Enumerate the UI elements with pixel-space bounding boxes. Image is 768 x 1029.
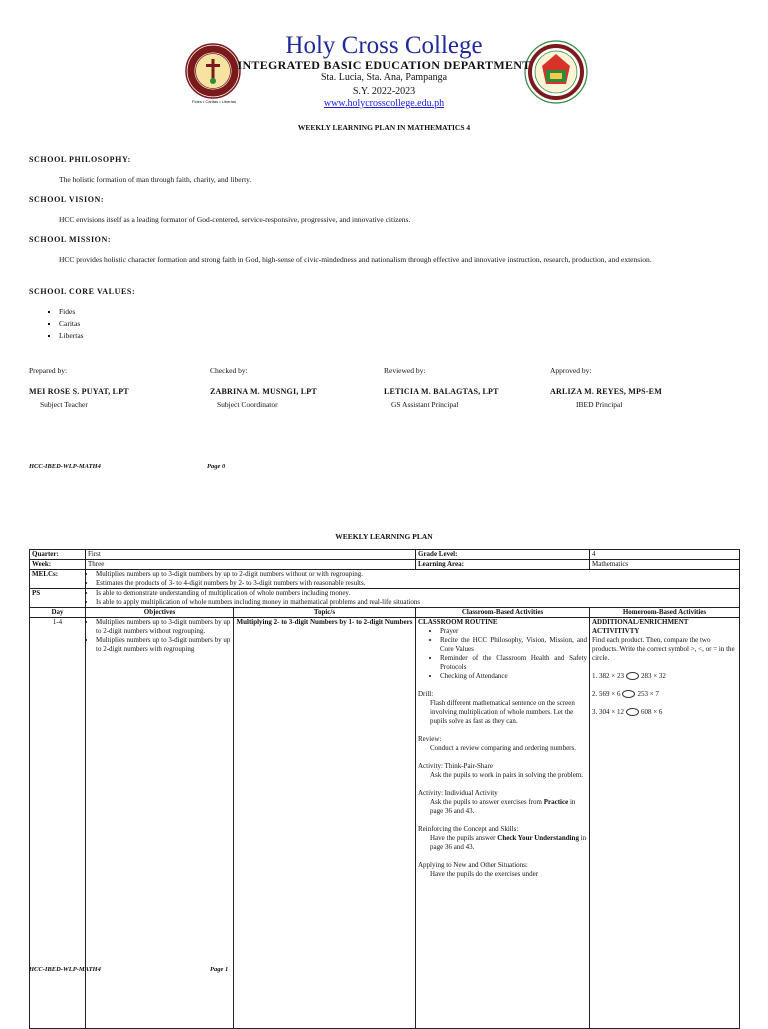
- col-header-objectives: Objectives: [86, 608, 234, 618]
- list-item: • Checking of Attendance: [440, 672, 587, 681]
- applying-label: Applying to New and Other Situations:: [418, 861, 528, 869]
- core-value-item: ▪ Fides: [59, 306, 84, 318]
- reviewed-by-label: Reviewed by:: [384, 366, 426, 375]
- checked-by-role: Subject Coordinator: [217, 400, 278, 409]
- prepared-by-role: Subject Teacher: [40, 400, 88, 409]
- reviewed-by-name: LETICIA M. BALAGTAS, LPT: [384, 387, 499, 396]
- table-row: [30, 570, 740, 589]
- footer-page-number: Page 0: [207, 463, 226, 470]
- core-value-item: ▪ Libertas: [59, 330, 84, 342]
- answer-circle-icon: [626, 672, 639, 680]
- list-item: • Estimates the products of 3- to 4-digit numbers by 2- to 3-digit numbers with reasonable results.: [96, 579, 737, 588]
- ps-label: PS: [30, 589, 86, 608]
- think-pair-share-text: Ask the pupils to work in pairs in solving the problem.: [430, 771, 584, 779]
- col-header-topics: Topic/s: [234, 608, 416, 618]
- individual-activity-label: Activity: Individual Activity: [418, 789, 498, 797]
- topic-cell: Multiplying 2- to 3-digit Numbers by 1- to 2-digit Numbers: [234, 618, 416, 1029]
- footer-doc-code: HCC-IBED-WLP-MATH4: [29, 966, 101, 973]
- philosophy-heading: SCHOOL PHILOSOPHY:: [29, 155, 131, 164]
- answer-circle-icon: [622, 690, 635, 698]
- table-row: [30, 589, 740, 608]
- quarter-label: Quarter:: [30, 550, 86, 560]
- table-row: [30, 550, 740, 560]
- col-header-classroom: Classroom-Based Activities: [416, 608, 590, 618]
- answer-circle-icon: [626, 708, 639, 716]
- vision-heading: SCHOOL VISION:: [29, 195, 105, 204]
- comparison-item: 3. 304 × 12 608 × 6: [592, 708, 663, 716]
- logo-caption: Fides • Caritas • Libertas: [192, 99, 236, 104]
- review-text: Conduct a review comparing and ordering numbers.: [430, 744, 576, 752]
- table-row: [30, 560, 740, 570]
- plan-title: WEEKLY LEARNING PLAN IN MATHEMATICS 4: [297, 123, 471, 132]
- drill-label: Drill:: [418, 690, 434, 698]
- approved-by-name: ARLIZA M. REYES, MPS-EM: [550, 387, 662, 396]
- prepared-by-name: MEI ROSE S. PUYAT, LPT: [29, 387, 129, 396]
- melcs-label: MELCs:: [30, 570, 86, 589]
- routine-title: CLASSROOM ROUTINE: [418, 618, 498, 626]
- reinforcing-text: Have the pupils answer Check Your Understanding in page 36 and 43.: [430, 834, 587, 851]
- reinforcing-label: Reinforcing the Concept and Skills:: [418, 825, 519, 833]
- ps-cell: [86, 589, 740, 608]
- list-item: • Is able to demonstrate understanding of multiplication of whole numbers including money.: [96, 589, 737, 598]
- comparison-item: 1. 382 × 23 283 × 32: [592, 672, 666, 680]
- day-cell: 1-4: [30, 618, 86, 1029]
- melcs-cell: [86, 570, 740, 589]
- reviewed-by-role: GS Assistant Principal: [391, 400, 459, 409]
- weekly-plan-table: [29, 549, 740, 1029]
- website-link[interactable]: www.holycrosscollege.edu.ph: [323, 98, 445, 109]
- enrichment-instructions: Find each product. Then, compare the two products. Write the correct symbol >, <, or = in the circle.: [592, 636, 735, 662]
- learning-area-label: Learning Area:: [416, 560, 590, 570]
- enrichment-title: ADDITIONAL/ENRICHMENT ACTIVITIVTY: [592, 618, 689, 635]
- department-name: INTEGRATED BASIC EDUCATION DEPARTMENT: [237, 58, 531, 72]
- college-name: Holy Cross College: [285, 32, 483, 59]
- vision-text: HCC envisions itself as a leading formator of God-centered, service-responsive, progressive, and innovative citizens.: [59, 215, 411, 224]
- approved-by-role: IBED Principal: [576, 400, 623, 409]
- quarter-value: First: [86, 550, 416, 560]
- homeroom-activities-cell: [590, 618, 740, 1029]
- approved-by-label: Approved by:: [550, 366, 592, 375]
- core-values-list: [45, 306, 84, 342]
- table-row: [30, 618, 740, 1029]
- list-item: • Multiplies numbers up to 3-digit numbers by up to 2-digit numbers with regrouping: [96, 636, 231, 654]
- school-year: S.Y. 2022-2023: [352, 86, 416, 97]
- core-value-item: ▪ Caritas: [59, 318, 84, 330]
- list-item: • Prayer: [440, 627, 587, 636]
- checked-by-label: Checked by:: [210, 366, 248, 375]
- grade-label: Grade Level:: [416, 550, 590, 560]
- learning-area-value: Mathematics: [590, 560, 740, 570]
- prepared-by-label: Prepared by:: [29, 366, 68, 375]
- list-item: • Multiplies numbers up to 3-digit numbers by up to 2-digit numbers without regrouping.: [96, 618, 231, 636]
- footer-page-number: Page 1: [210, 966, 229, 973]
- week-label: Week:: [30, 560, 86, 570]
- think-pair-share-label: Activity: Think-Pair-Share: [418, 762, 493, 770]
- individual-activity-text: Ask the pupils to answer exercises from Practice in page 36 and 43.: [430, 798, 576, 815]
- col-header-homeroom: Homeroom-Based Activities: [590, 608, 740, 618]
- list-item: • Recite the HCC Philosophy, Vision, Mission, and Core Values: [440, 636, 587, 654]
- list-item: • Reminder of the Classroom Health and Safety Protocols: [440, 654, 587, 672]
- mission-heading: SCHOOL MISSION:: [29, 235, 112, 244]
- classroom-activities-cell: [416, 618, 590, 1029]
- weekly-learning-plan-title: WEEKLY LEARNING PLAN: [335, 532, 433, 541]
- review-label: Review:: [418, 735, 442, 743]
- checked-by-name: ZABRINA M. MUSNGI, LPT: [210, 387, 317, 396]
- list-item: • Multiplies numbers up to 3-digit numbers by up to 2-digit numbers without or with regrouping.: [96, 570, 737, 579]
- grade-value: 4: [590, 550, 740, 560]
- college-address: Sta. Lucia, Sta. Ana, Pampanga: [320, 72, 448, 83]
- table-header-row: [30, 608, 740, 618]
- week-value: Three: [86, 560, 416, 570]
- philosophy-text: The holistic formation of man through faith, charity, and liberty.: [59, 175, 252, 184]
- applying-text: Have the pupils do the exercises under: [430, 870, 539, 878]
- footer-doc-code: HCC-IBED-WLP-MATH4: [29, 463, 101, 470]
- core-values-heading: SCHOOL CORE VALUES:: [29, 287, 136, 296]
- comparison-item: 2. 569 × 6 253 × 7: [592, 690, 659, 698]
- mission-text: HCC provides holistic character formation and strong faith in God, high-sense of civic-mindedness and nationalism through effective and innovative instruction, research, production, and extension.: [59, 255, 652, 264]
- col-header-day: Day: [30, 608, 86, 618]
- list-item: • Is able to apply multiplication of whole numbers including money in mathematical problems and real-life situations: [96, 598, 737, 607]
- drill-text: Flash different mathematical sentence on the screen involving multiplication of whole numbers. Let the pupils solve as fast as they can.: [430, 699, 575, 725]
